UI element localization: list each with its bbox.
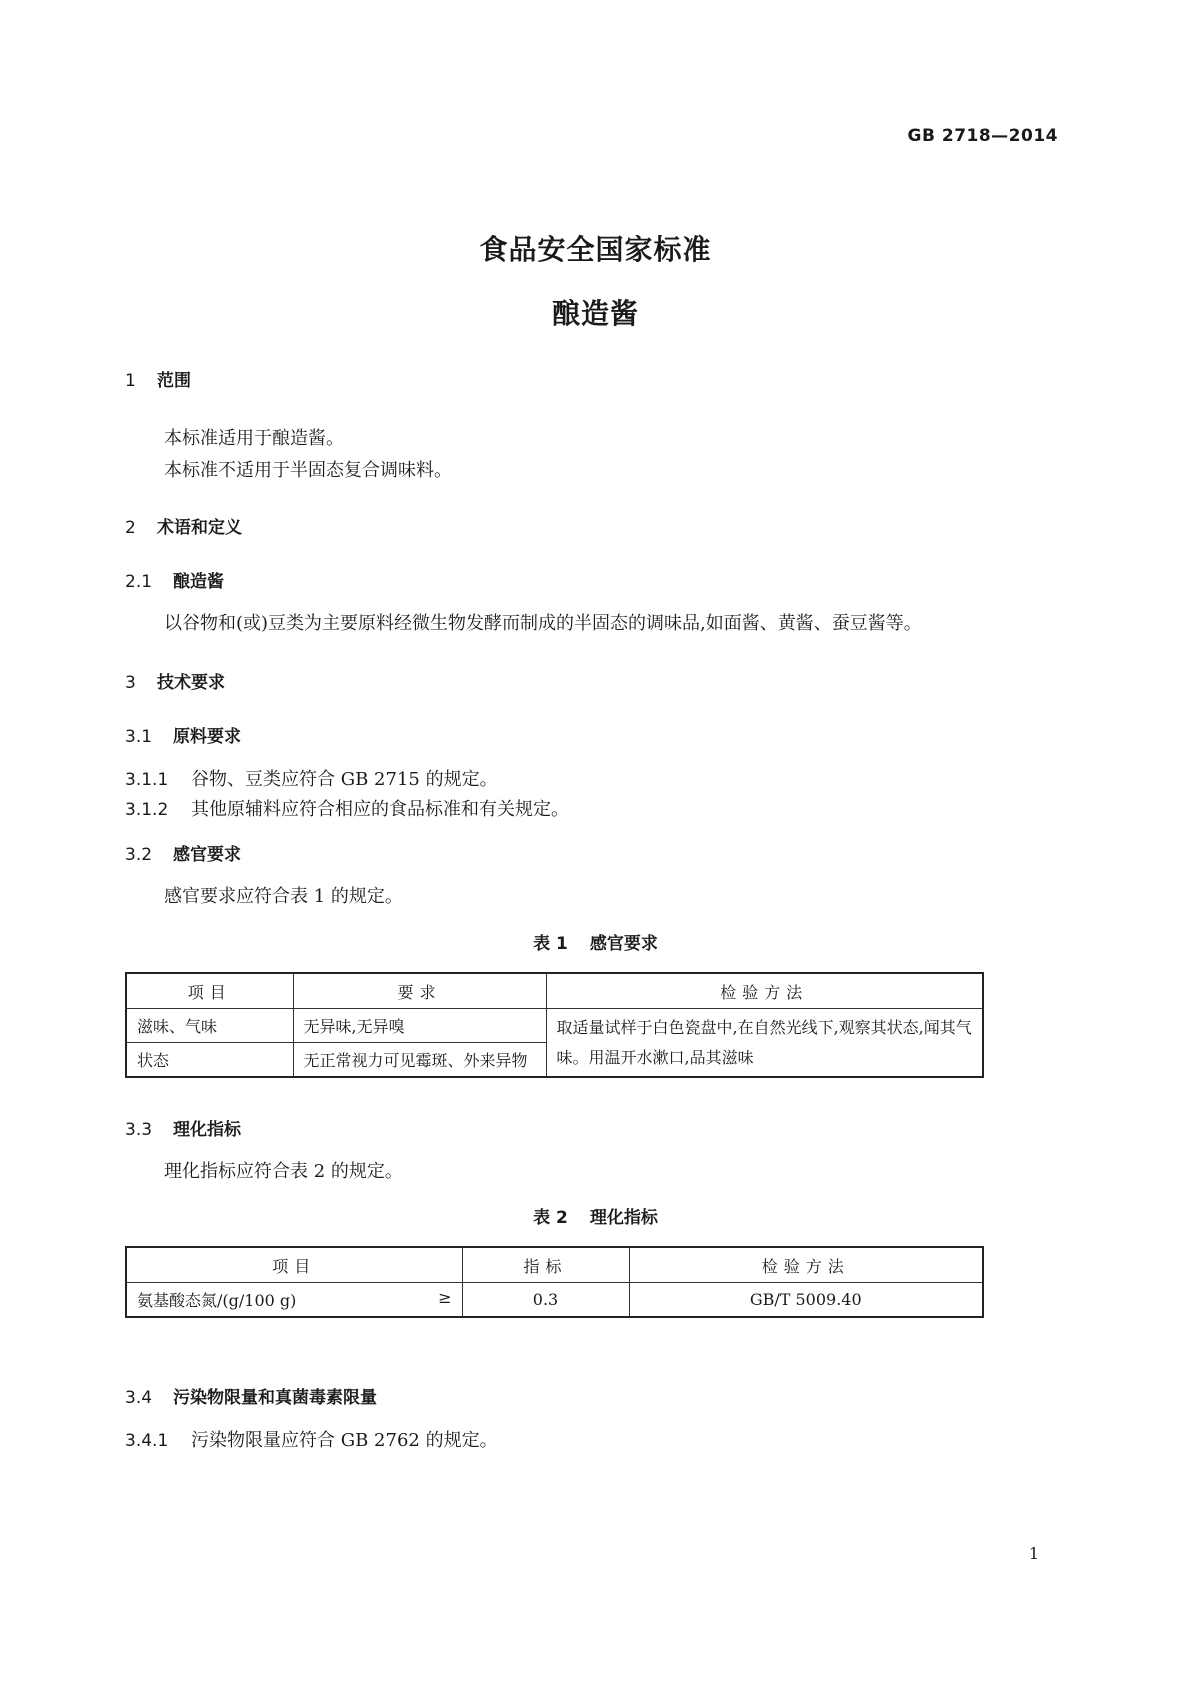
table-2-item-label: 氨基酸态氮/(g/100 g) <box>137 1291 297 1310</box>
clause-3-1-2-text: 其他原辅料应符合相应的食品标准和有关规定。 <box>191 799 569 820</box>
clause-3-1-1-number: 3.1.1 <box>125 770 169 790</box>
table-1-method: 取适量试样于白色瓷盘中,在自然光线下,观察其状态,闻其气味。用温开水漱口,品其滋味 <box>546 1009 983 1078</box>
section-3-1-title: 原料要求 <box>173 727 241 747</box>
table-2-header-method: 检验方法 <box>629 1247 983 1283</box>
section-3-1-number: 3.1 <box>125 727 153 747</box>
section-3-3-text: 理化指标应符合表 2 的规定。 <box>164 1161 403 1182</box>
table-2-header-indicator: 指标 <box>462 1247 629 1283</box>
section-2-number: 2 <box>125 518 136 538</box>
clause-3-4-1 <box>125 1426 498 1452</box>
clause-3-4-1-text: 污染物限量应符合 GB 2762 的规定。 <box>191 1430 498 1451</box>
document-title: 食品安全国家标准 <box>479 233 712 266</box>
section-3-2-title: 感官要求 <box>173 845 241 865</box>
table-2 <box>125 1246 984 1318</box>
table-row <box>126 1283 983 1318</box>
definition-text: 以谷物和(或)豆类为主要原料经微生物发酵而制成的半固态的调味品,如面酱、黄酱、蚕豆酱等。 <box>164 613 922 634</box>
section-2-heading <box>125 513 242 538</box>
section-3-2-number: 3.2 <box>125 845 153 865</box>
table-2-row-1-item <box>126 1283 462 1318</box>
section-3-1-heading <box>125 722 241 747</box>
section-1-para-1: 本标准适用于酿造酱。 <box>164 428 344 449</box>
table-1-row-2-item: 状态 <box>126 1043 293 1078</box>
table-2-caption-title: 理化指标 <box>589 1208 658 1228</box>
standard-code: GB 2718—2014 <box>907 126 1058 146</box>
clause-3-1-2-number: 3.1.2 <box>125 800 169 820</box>
section-2-1-heading <box>125 567 224 592</box>
clause-3-1-2 <box>125 795 569 821</box>
table-1 <box>125 972 984 1078</box>
page-number: 1 <box>1028 1544 1039 1563</box>
greater-equal-symbol: ≥ <box>438 1288 452 1307</box>
section-3-3-number: 3.3 <box>125 1120 153 1140</box>
table-1-row-1-item: 滋味、气味 <box>126 1009 293 1043</box>
table-1-caption <box>0 929 1191 954</box>
section-1-heading <box>125 366 191 391</box>
section-3-number: 3 <box>125 673 136 693</box>
section-3-3-title: 理化指标 <box>173 1120 241 1140</box>
clause-3-1-1 <box>125 765 498 791</box>
section-3-title: 技术要求 <box>157 673 225 693</box>
table-1-row-2-requirement: 无正常视力可见霉斑、外来异物 <box>293 1043 546 1078</box>
section-3-4-heading <box>125 1383 377 1408</box>
section-2-1-number: 2.1 <box>125 572 153 592</box>
table-1-caption-title: 感官要求 <box>589 934 658 954</box>
section-1-number: 1 <box>125 371 136 391</box>
table-1-caption-number: 表 1 <box>533 934 568 954</box>
table-2-caption <box>0 1203 1191 1228</box>
section-3-4-title: 污染物限量和真菌毒素限量 <box>173 1388 377 1408</box>
table-1-header-item: 项目 <box>126 973 293 1009</box>
table-2-caption-number: 表 2 <box>533 1208 568 1228</box>
table-2-header-item: 项目 <box>126 1247 462 1283</box>
clause-3-1-1-text: 谷物、豆类应符合 GB 2715 的规定。 <box>191 769 498 790</box>
document-subtitle: 酿造酱 <box>551 297 639 330</box>
section-3-2-heading <box>125 840 241 865</box>
table-2-row-1-value: 0.3 <box>462 1283 629 1318</box>
table-1-row-1-requirement: 无异味,无异嗅 <box>293 1009 546 1043</box>
section-3-2-text: 感官要求应符合表 1 的规定。 <box>164 886 403 907</box>
table-2-header-row <box>126 1247 983 1283</box>
section-1-para-2: 本标准不适用于半固态复合调味料。 <box>164 460 452 481</box>
clause-3-4-1-number: 3.4.1 <box>125 1431 169 1451</box>
section-3-4-number: 3.4 <box>125 1388 153 1408</box>
table-1-header-requirement: 要求 <box>293 973 546 1009</box>
table-row <box>126 1009 983 1043</box>
section-1-title: 范围 <box>157 371 191 391</box>
section-3-3-heading <box>125 1115 241 1140</box>
section-2-1-title: 酿造酱 <box>173 572 224 592</box>
section-3-heading <box>125 668 225 693</box>
section-2-title: 术语和定义 <box>157 518 242 538</box>
table-1-header-method: 检验方法 <box>546 973 983 1009</box>
table-2-row-1-method: GB/T 5009.40 <box>629 1283 983 1318</box>
table-1-header-row <box>126 973 983 1009</box>
